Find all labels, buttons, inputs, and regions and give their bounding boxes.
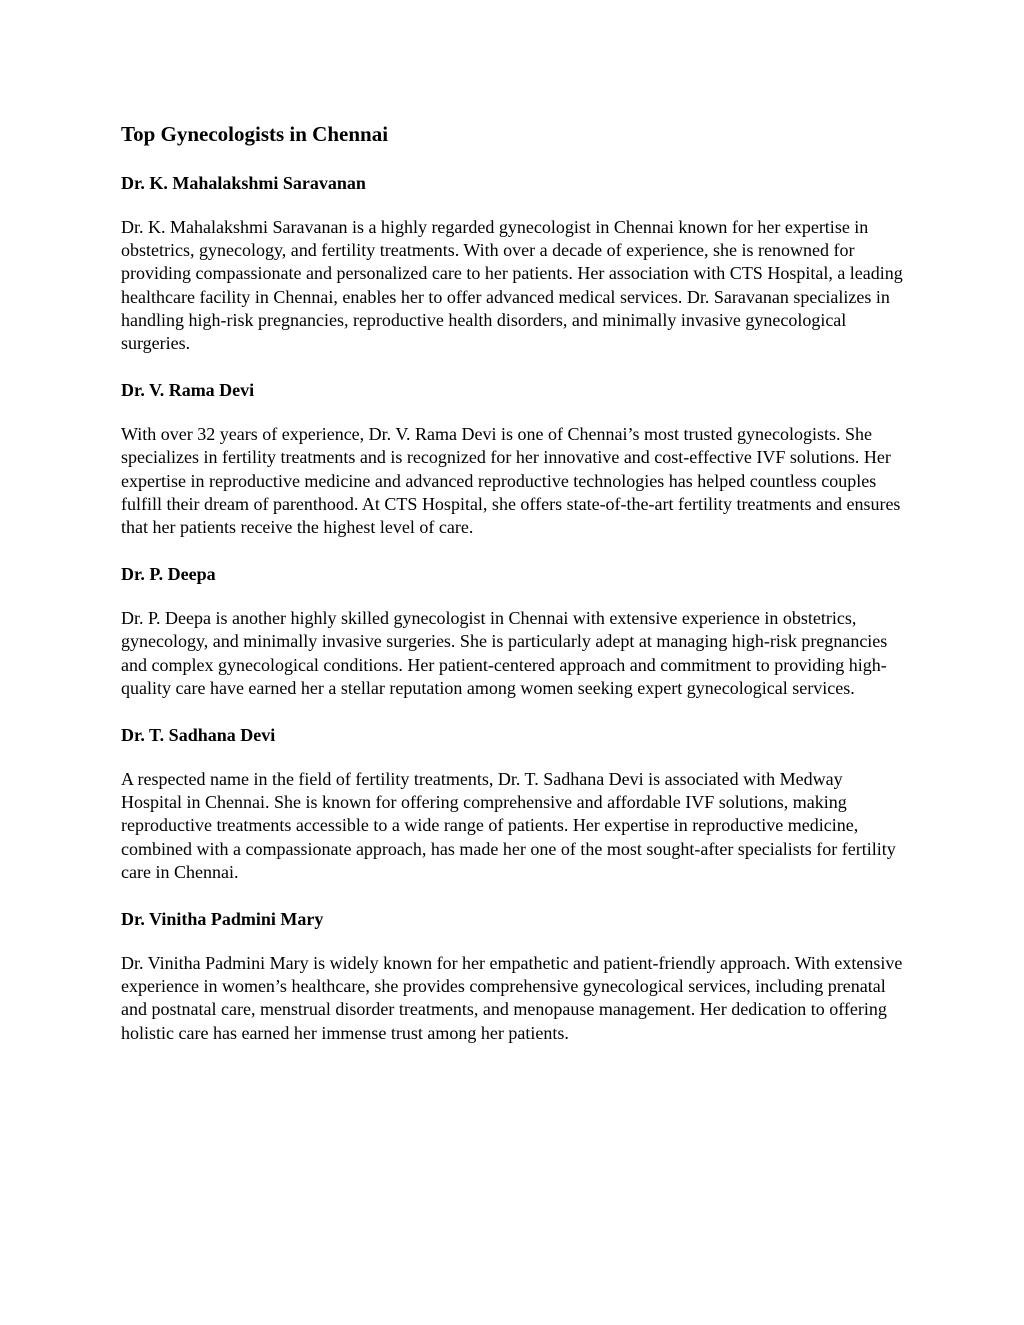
doctor-name: Dr. V. Rama Devi xyxy=(121,380,255,401)
doctor-section-rama-devi xyxy=(121,378,906,539)
doctor-description: With over 32 years of experience, Dr. V. Rama Devi is one of Chennai’s most trusted gynecologists. She specializes in fertility treatments and is recognized for her innovative and cost-effective IVF solutions. Her expertise in reproductive medicine and advanced reproductive technologies has helped countless couples fulfill their dream of parenthood. At CTS Hospital, she offers state-of-the-art fertility treatments and ensures that her patients receive the highest level of care. xyxy=(121,424,901,538)
doctor-section-mahalakshmi-saravanan xyxy=(121,171,906,355)
doctor-description: A respected name in the field of fertility treatments, Dr. T. Sadhana Devi is associated with Medway Hospital in Chennai. She is known for offering comprehensive and affordable IVF solutions, making reproductive treatments accessible to a wide range of patients. Her expertise in reproductive medicine, combined with a compassionate approach, has made her one of the most sought-after specialists for fertility care in Chennai. xyxy=(121,769,896,882)
doctor-description: Dr. P. Deepa is another highly skilled gynecologist in Chennai with extensive experience in obstetrics, gynecology, and minimally invasive surgeries. She is particularly adept at managing high-risk pregnancies and complex gynecological conditions. Her patient-centered approach and commitment to providing high-quality care have earned her a stellar reputation among women seeking expert gynecological services. xyxy=(121,608,888,698)
doctor-name: Dr. T. Sadhana Devi xyxy=(121,725,276,746)
doctor-section-p-deepa xyxy=(121,562,906,700)
doctor-name: Dr. P. Deepa xyxy=(121,564,216,585)
doctor-name: Dr. K. Mahalakshmi Saravanan xyxy=(121,173,366,193)
document-body xyxy=(121,120,906,1045)
doctor-name: Dr. Vinitha Padmini Mary xyxy=(121,909,324,930)
doctor-description: Dr. K. Mahalakshmi Saravanan is a highly regarded gynecologist in Chennai known for her expertise in obstetrics, gynecology, and fertility treatments. With over a decade of experience, she is renowned for providing compassionate and personalized care to her patients. Her association with CTS Hospital, a leading healthcare facility in Chennai, enables her to offer advanced medical services. Dr. Saravanan specializes in handling high-risk pregnancies, reproductive health disorders, and minimally invasive gynecological surgeries. xyxy=(121,217,903,354)
doctor-section-vinitha-padmini-mary xyxy=(121,907,906,1045)
doctor-section-sadhana-devi xyxy=(121,723,906,884)
page-title: Top Gynecologists in Chennai xyxy=(121,122,389,146)
doctor-description: Dr. Vinitha Padmini Mary is widely known for her empathetic and patient-friendly approach. With extensive experience in women’s healthcare, she provides comprehensive gynecological services, including prenatal and postnatal care, menstrual disorder treatments, and menopause management. Her dedication to offering holistic care has earned her immense trust among her patients. xyxy=(121,953,903,1043)
